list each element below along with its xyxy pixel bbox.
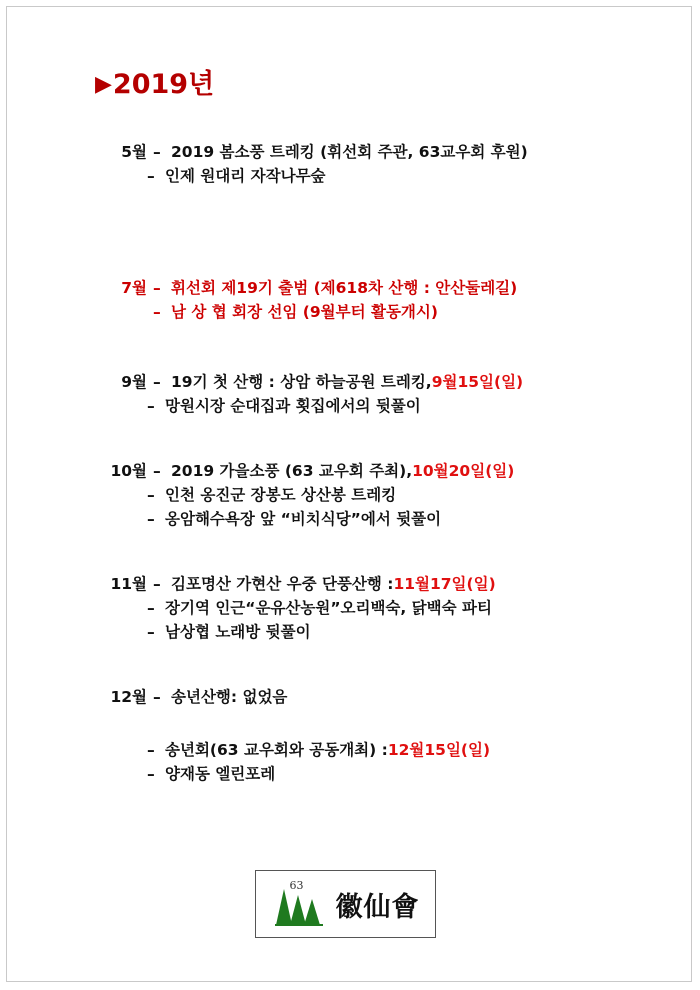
entry-month: 9월 — [121, 373, 147, 391]
entry-sub-row — [91, 596, 671, 620]
entry-dash: – — [153, 373, 161, 391]
sub-dash: – — [147, 765, 155, 784]
entry-sub-row — [91, 507, 671, 531]
entry-month: 10월 — [110, 462, 147, 480]
entry-main-row — [91, 276, 671, 300]
sub-dash: – — [153, 303, 161, 322]
sub-text: 옹암해수욕장 앞 “비치식당”에서 뒷풀이 — [165, 510, 442, 529]
entry-month: 5월 — [121, 143, 147, 161]
sub-text: 송년회(63 교우회와 공동개최) : — [165, 741, 388, 759]
entry-main-text: 19기 첫 산행 : 상암 하늘공원 트레킹, — [171, 373, 432, 391]
entry-dash: – — [153, 143, 161, 161]
sub-text: 남상협 노래방 뒷풀이 — [165, 623, 311, 642]
entry-main-row — [91, 140, 671, 164]
logo-box — [255, 870, 436, 938]
sub-text: 인천 옹진군 장봉도 상산봉 트레킹 — [165, 486, 397, 505]
sub-text: 인제 원대리 자작나무숲 — [165, 167, 326, 186]
entry-october — [91, 459, 671, 531]
entry-dash: – — [153, 575, 161, 593]
sub-text: 망원시장 순대집과 횟집에서의 뒷풀이 — [165, 397, 421, 416]
entry-main-row — [91, 572, 671, 596]
sub-dash: – — [147, 510, 155, 529]
page-title — [95, 62, 214, 101]
entry-main-text: 김포명산 가현산 우중 단풍산행 : — [171, 575, 394, 593]
entry-date-highlight: 11월17일(일) — [393, 575, 496, 593]
entry-month: 12월 — [110, 688, 147, 706]
entry-sub-row — [91, 394, 671, 418]
entry-december-subs — [91, 738, 671, 786]
entry-main-text: 송년산행: 없었음 — [171, 688, 288, 706]
sub-dash: – — [147, 167, 155, 186]
entry-date-highlight: 10월20일(일) — [412, 462, 515, 480]
entry-september — [91, 370, 671, 418]
logo-number: 63 — [289, 879, 304, 892]
pine-trees-icon — [272, 881, 328, 927]
entry-may — [91, 140, 671, 188]
entry-main-row — [91, 459, 671, 483]
triangle-right-icon: ▶ — [95, 72, 112, 97]
sub-date-highlight: 12월15일(일) — [387, 741, 491, 759]
sub-text: 장기역 인근“운유산농원”오리백숙, 닭백숙 파티 — [165, 599, 492, 618]
entry-main-text: 휘선회 제19기 출범 (제618차 산행 : 안산둘레길) — [171, 279, 518, 297]
sub-dash: – — [147, 486, 155, 505]
entry-dash: – — [153, 688, 161, 706]
entry-main-row — [91, 685, 671, 709]
sub-text: 양재동 엘린포레 — [165, 765, 276, 784]
entry-sub-row — [91, 483, 671, 507]
sub-dash: – — [147, 623, 155, 642]
entry-july — [91, 276, 671, 324]
sub-dash: – — [147, 599, 155, 618]
entry-sub-row — [91, 762, 671, 786]
logo-inner — [256, 871, 435, 937]
entry-date-highlight: 9월15일(일) — [431, 373, 524, 391]
entry-dash: – — [153, 279, 161, 297]
page-title-text: 2019년 — [112, 69, 215, 100]
sub-dash: – — [147, 397, 155, 416]
document-content — [7, 7, 691, 981]
entry-sub-row — [91, 620, 671, 644]
logo-text: 徽仙會 — [335, 891, 420, 923]
sub-dash: – — [147, 741, 155, 759]
entry-sub-row — [91, 738, 671, 762]
entry-main-row — [91, 370, 671, 394]
entry-main-text: 2019 가을소풍 (63 교우회 주최), — [171, 462, 413, 480]
entry-main-text: 2019 봄소풍 트레킹 (휘선회 주관, 63교우회 후원) — [171, 143, 528, 161]
entry-december — [91, 685, 671, 709]
entry-november — [91, 572, 671, 644]
sub-text: 남 상 협 회장 선임 (9월부터 활동개시) — [171, 303, 438, 322]
entry-month: 11월 — [110, 575, 147, 593]
entry-month: 7월 — [121, 279, 147, 297]
entry-sub-row — [91, 300, 671, 324]
entry-sub-row — [91, 164, 671, 188]
document-page — [6, 6, 692, 982]
entry-dash: – — [153, 462, 161, 480]
